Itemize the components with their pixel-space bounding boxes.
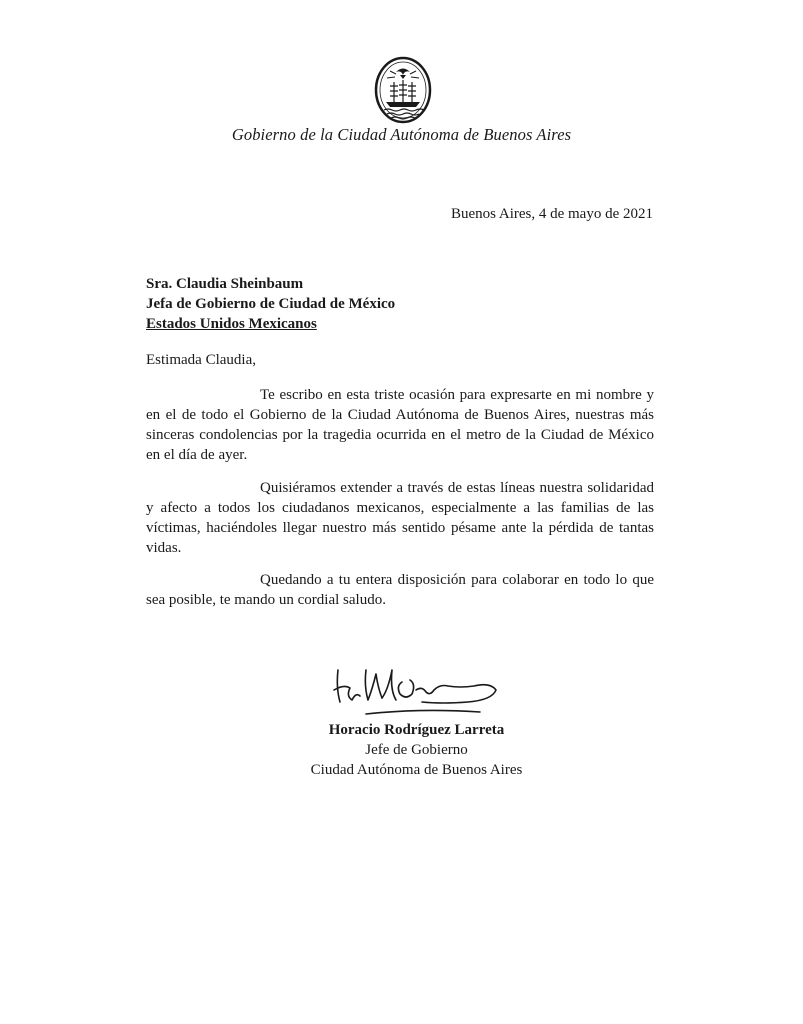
- signatory-name: Horacio Rodríguez Larreta: [328, 722, 505, 738]
- paragraph-text: Quedando a tu entera disposición para colaborar en todo lo que sea posible, te mando un cordial saludo.: [146, 572, 654, 608]
- coat-of-arms-icon: [374, 56, 432, 124]
- signatory-office: Ciudad Autónoma de Buenos Aires: [310, 762, 523, 778]
- addressee-name: Sra. Claudia Sheinbaum: [146, 276, 304, 292]
- paragraph-text: Quisiéramos extender a través de estas líneas nuestra solidaridad y afecto a todos los ciudadanos mexicanos, especialmente a las familias de las víctimas, haciéndoles llegar nuestro más sentido pésame ante la pérdida de tantas vidas.: [146, 480, 654, 556]
- body-paragraph-3: [146, 570, 654, 610]
- addressee-block: [146, 274, 395, 334]
- body-paragraph-2: [146, 478, 654, 558]
- addressee-position: Jefa de Gobierno de Ciudad de México: [146, 296, 396, 312]
- body-paragraph-1: [146, 385, 654, 465]
- addressee-country: Estados Unidos Mexicanos: [146, 316, 317, 332]
- signatory-title: Jefe de Gobierno: [365, 742, 468, 758]
- signatory-block: [0, 720, 803, 780]
- paragraph-text: Te escribo en esta triste ocasión para expresarte en mi nombre y en el de todo el Gobierno de la Ciudad Autónoma de Buenos Aires, nuestras más sinceras condolencias por la tragedia ocurrida en el metro de la Ciudad de México en el día de ayer.: [146, 387, 654, 463]
- signature-icon: [330, 660, 505, 722]
- greeting: Estimada Claudia,: [146, 352, 256, 368]
- letter-date: Buenos Aires, 4 de mayo de 2021: [450, 206, 653, 222]
- government-title: Gobierno de la Ciudad Autónoma de Buenos Aires: [231, 125, 572, 144]
